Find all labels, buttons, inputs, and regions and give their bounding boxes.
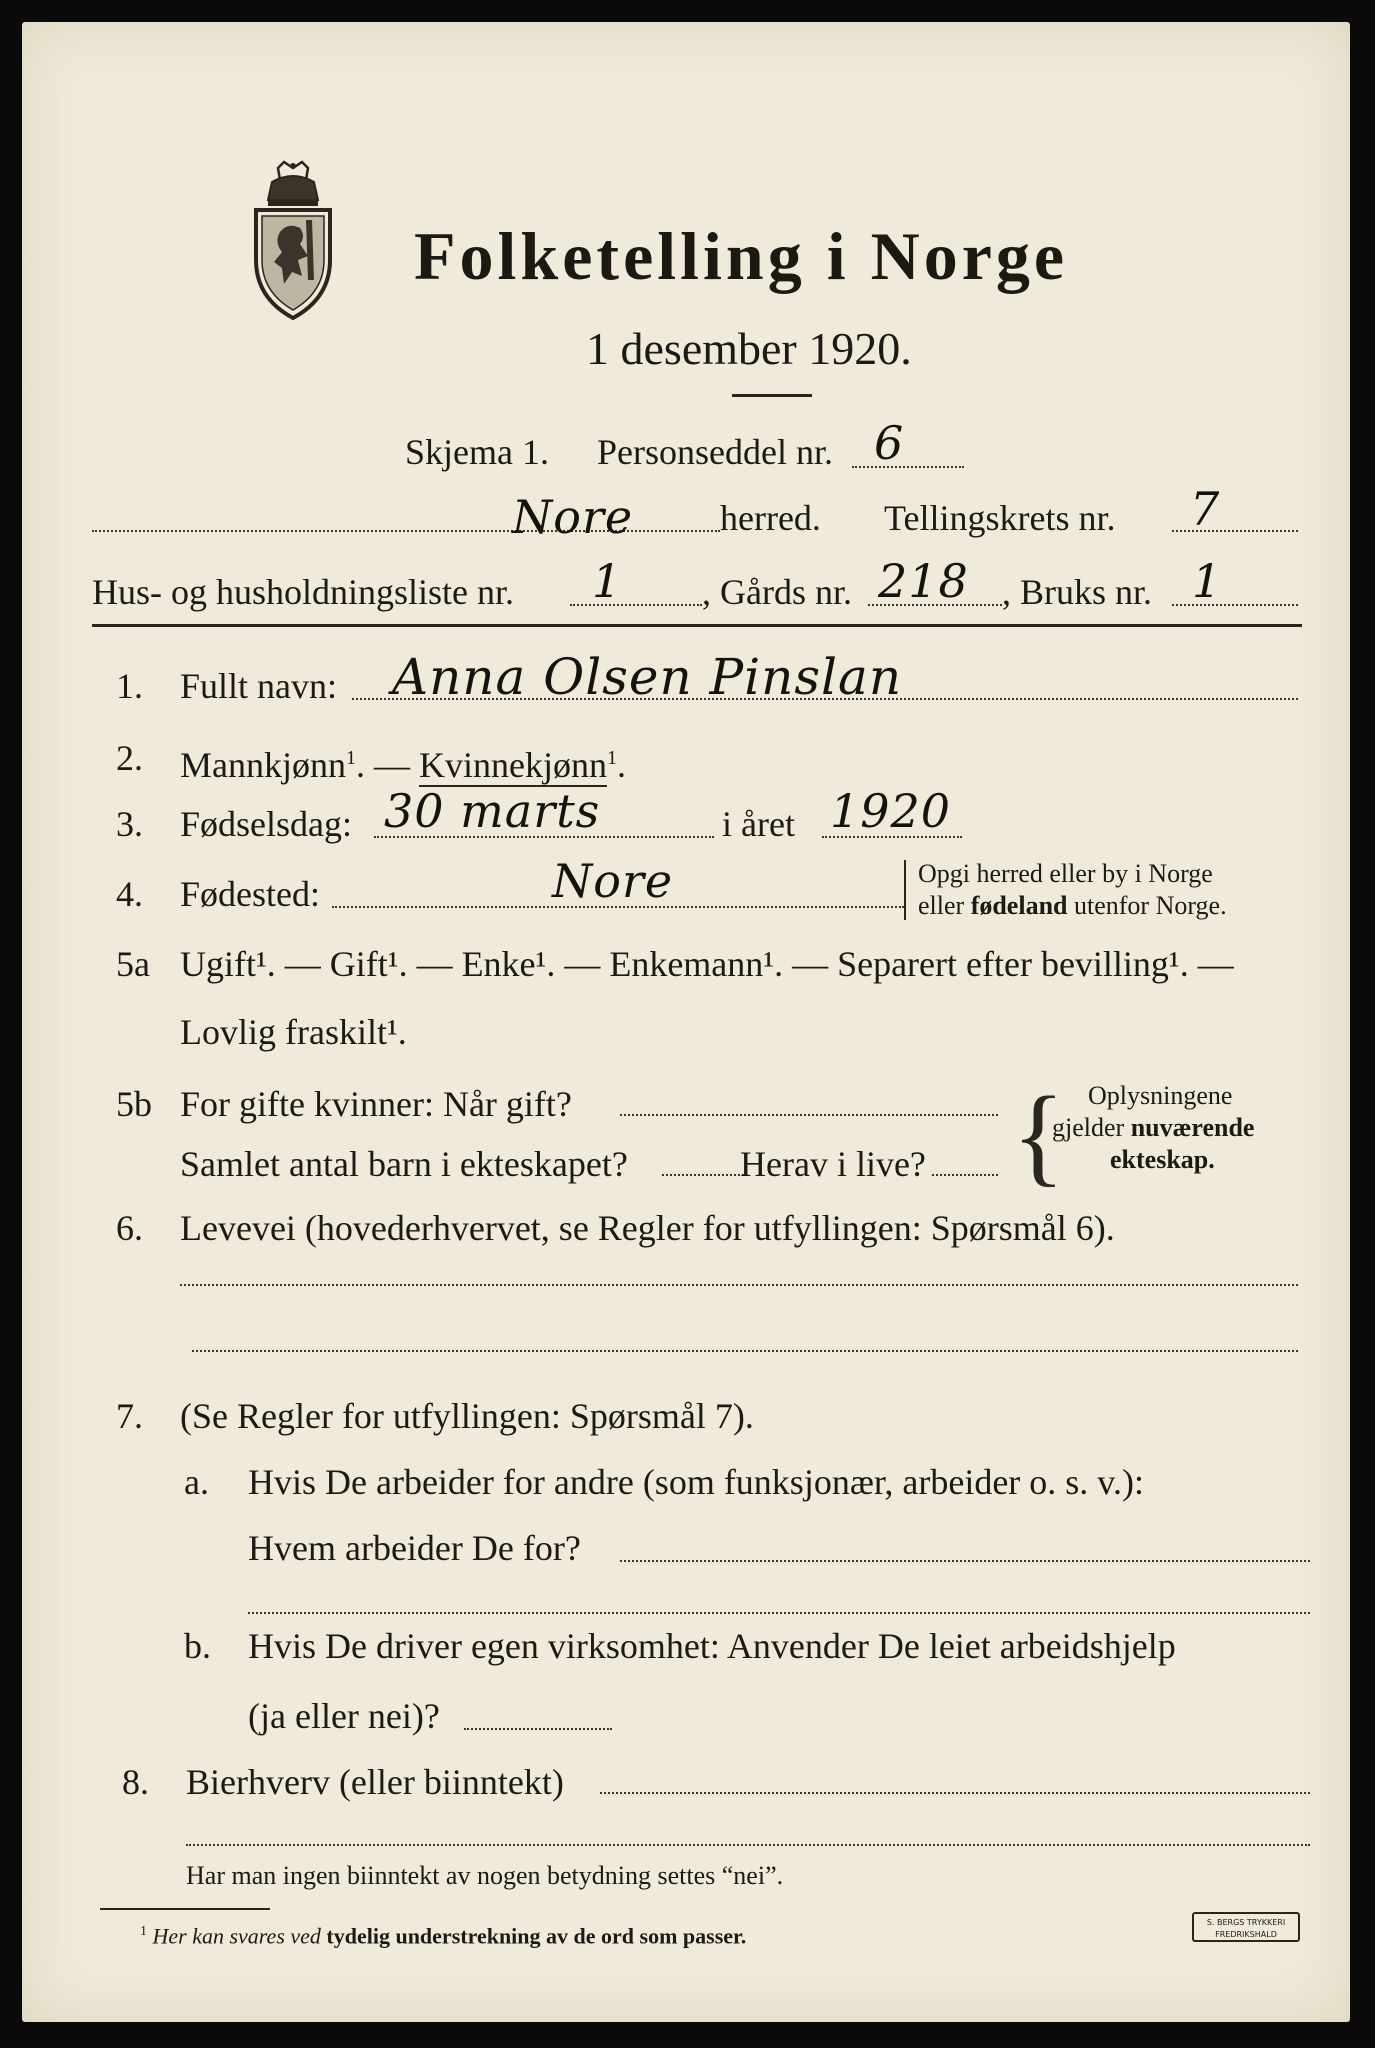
printer-stamp: S. BERGS TRYKKERI FREDRIKSHALD	[1192, 1912, 1300, 1942]
birthplace-value[interactable]: Nore	[552, 854, 674, 908]
herred-label: herred.	[720, 498, 821, 538]
full-name-value[interactable]: Anna Olsen Pinslan	[392, 648, 903, 706]
marital-status-options[interactable]: Ugift¹. — Gift¹. — Enke¹. — Enkemann¹. — Separert efter bevilling¹. —	[180, 944, 1234, 984]
header-rule	[92, 624, 1302, 627]
children-total-label: Samlet antal barn i ekteskapet?	[180, 1144, 628, 1184]
husholdningsliste-label: Hus- og husholdningsliste nr.	[92, 572, 515, 612]
q5b-brace: {	[1012, 1074, 1065, 1196]
bruks-value[interactable]: 1	[1192, 554, 1223, 608]
gender-male-option[interactable]: Mannkjønn	[180, 745, 346, 785]
year-label: i året	[722, 804, 795, 844]
q7-label: (Se Regler for utfyllingen: Spørsmål 7).	[180, 1396, 754, 1436]
form-title: Folketelling i Norge	[414, 218, 1069, 294]
children-alive-label: Herav i live?	[740, 1144, 926, 1184]
side-income-label: Bierhverv (eller biinntekt)	[186, 1762, 564, 1802]
gards-label: , Gårds nr.	[702, 572, 852, 612]
side-income-note: Har man ingen biinntekt av nogen betydning settes “nei”.	[186, 1861, 784, 1890]
q5a-number: 5a	[116, 944, 150, 984]
q7a-letter: a.	[184, 1462, 209, 1502]
q4-bracket	[904, 860, 910, 920]
q3-number: 3.	[116, 804, 143, 844]
q1-number: 1.	[116, 666, 143, 706]
q2-gender: Mannkjønn$^1$. — Kvinnekjønn$^1$.	[180, 745, 626, 785]
husholdningsliste-line	[570, 604, 702, 606]
personseddel-value[interactable]: 6	[874, 416, 905, 470]
married-when-line	[620, 1114, 998, 1116]
q5b-number: 5b	[116, 1084, 152, 1124]
children-alive-line	[932, 1174, 998, 1176]
q7b-question: Hvis De driver egen virksomhet: Anvender De leiet arbeidshjelp	[248, 1626, 1176, 1666]
employer-line-1	[620, 1560, 1310, 1562]
employer-label: Hvem arbeider De for?	[248, 1528, 581, 1568]
children-total-line	[662, 1174, 744, 1176]
q6-number: 6.	[116, 1208, 143, 1248]
q8-number: 8.	[122, 1762, 149, 1802]
birthdate-value[interactable]: 30 marts	[384, 784, 601, 838]
schema-label: Skjema 1.	[405, 432, 549, 472]
q4-note-line2: eller fødeland utenfor Norge.	[918, 891, 1227, 920]
title-divider	[732, 394, 812, 397]
q2-number: 2.	[116, 738, 143, 778]
q7b-letter: b.	[184, 1626, 211, 1666]
census-date: 1 desember 1920.	[586, 323, 912, 374]
side-income-line-2	[186, 1844, 1310, 1846]
tellingskrets-value[interactable]: 7	[1190, 482, 1221, 536]
herred-value[interactable]: Nore	[512, 490, 634, 544]
occupation-line-1	[180, 1284, 1298, 1286]
hired-help-line	[464, 1728, 612, 1730]
coat-of-arms-icon	[248, 160, 338, 322]
q5b-note-line3: ekteskap.	[1110, 1145, 1215, 1174]
census-form-page	[22, 22, 1350, 2022]
q3-label: Fødselsdag:	[180, 804, 353, 844]
marital-status-divorced[interactable]: Lovlig fraskilt¹.	[180, 1012, 407, 1052]
occupation-label: Levevei (hovederhvervet, se Regler for utfyllingen: Spørsmål 6).	[180, 1208, 1115, 1248]
gards-value[interactable]: 218	[878, 554, 969, 608]
q5b-note-line1: Oplysningene	[1088, 1081, 1233, 1110]
q5b-note-line2: gjelder nuværende	[1052, 1113, 1255, 1142]
birth-year-value[interactable]: 1920	[830, 784, 952, 838]
q1-label: Fullt navn:	[180, 666, 338, 706]
personseddel-line	[852, 466, 964, 468]
personseddel-label: Personseddel nr.	[597, 432, 833, 472]
husholdningsliste-value[interactable]: 1	[592, 554, 623, 608]
gender-female-option[interactable]: Kvinnekjønn	[419, 745, 607, 785]
q4-note-line1: Opgi herred eller by i Norge	[918, 859, 1213, 888]
side-income-line-1	[600, 1792, 1310, 1794]
occupation-line-2	[192, 1350, 1298, 1352]
employer-line-2	[248, 1612, 1310, 1614]
q7a-question: Hvis De arbeider for andre (som funksjonær, arbeider o. s. v.):	[248, 1462, 1144, 1502]
q4-number: 4.	[116, 874, 143, 914]
q4-label: Fødested:	[180, 874, 320, 914]
tellingskrets-label: Tellingskrets nr.	[884, 498, 1116, 538]
footnote: $^1$ Her kan svares ved tydelig understrekning av de ord som passer.	[140, 1923, 747, 1949]
hired-help-label: (ja eller nei)?	[248, 1696, 440, 1736]
bruks-label: , Bruks nr.	[1002, 572, 1153, 612]
footnote-rule	[100, 1908, 270, 1910]
married-when-label: For gifte kvinner: Når gift?	[180, 1084, 572, 1124]
q7-number: 7.	[116, 1396, 143, 1436]
bruks-line	[1172, 604, 1298, 606]
